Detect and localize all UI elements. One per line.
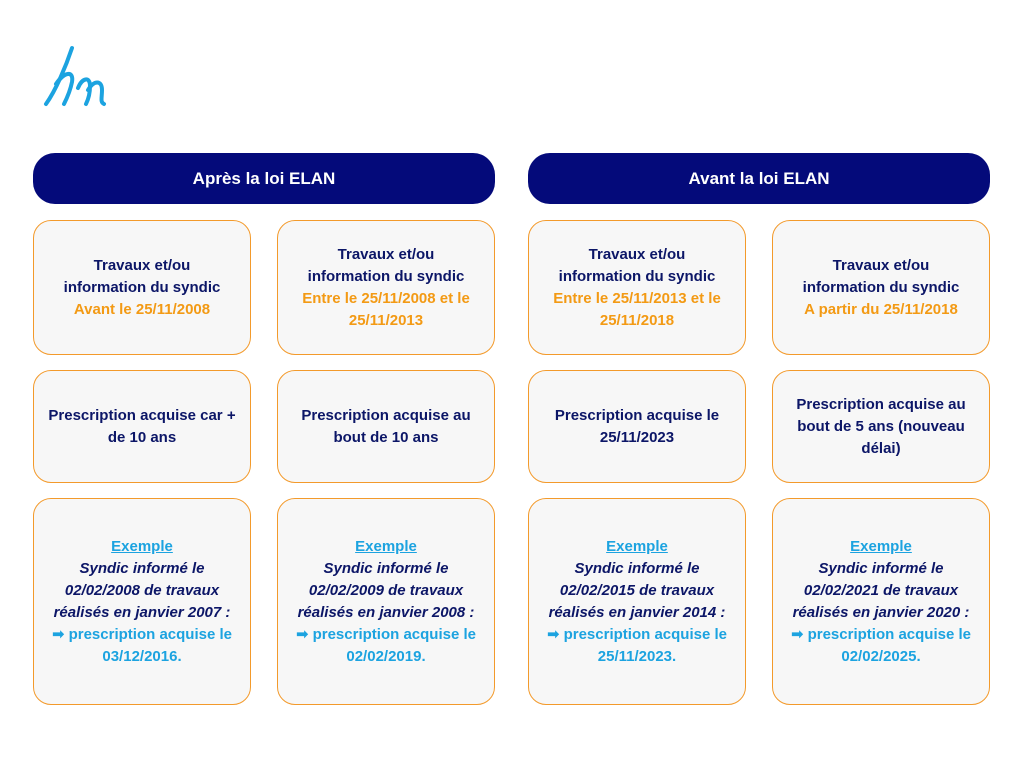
header-avant-elan (528, 153, 990, 204)
exemple-body: Syndic informé le 02/02/2015 de travaux réalisés en janvier 2014 : (548, 559, 726, 621)
header-apres-elan (33, 153, 495, 204)
header-label: Après la loi ELAN (192, 168, 336, 188)
exemple-result: prescription acquise le 02/02/2025. (807, 625, 971, 665)
header-label: Avant la loi ELAN (688, 168, 830, 188)
exemple-link[interactable]: Exemple (850, 537, 912, 555)
card-prescription-4 (772, 370, 990, 483)
card-prescription-2 (277, 370, 495, 483)
card-exemple-4 (772, 498, 990, 705)
card-text: Prescription acquise au bout de 5 ans (nouveau délai) (796, 395, 966, 457)
arrow-right-icon: ➡ (52, 625, 65, 643)
exemple-result-line (787, 624, 975, 668)
card-prescription-1 (33, 370, 251, 483)
card-date: Avant le 25/11/2008 (73, 300, 211, 318)
card-date: A partir du 25/11/2018 (804, 300, 958, 318)
exemple-result: prescription acquise le 02/02/2019. (312, 625, 476, 665)
card-exemple-1 (33, 498, 251, 705)
exemple-result-line (543, 624, 731, 668)
card-line: Travaux et/ou (588, 245, 686, 263)
card-date: Entre le 25/11/2008 et le 25/11/2013 (302, 289, 470, 329)
card-prescription-3 (528, 370, 746, 483)
exemple-result-line (292, 624, 480, 668)
arrow-right-icon: ➡ (791, 625, 804, 643)
hn-signature-logo (42, 44, 108, 108)
exemple-result: prescription acquise le 03/12/2016. (68, 625, 232, 665)
arrow-right-icon: ➡ (296, 625, 309, 643)
exemple-body: Syndic informé le 02/02/2021 de travaux réalisés en janvier 2020 : (792, 559, 970, 621)
exemple-link[interactable]: Exemple (111, 537, 173, 555)
card-travaux-1 (33, 220, 251, 355)
card-line: information du syndic (63, 278, 221, 296)
exemple-body: Syndic informé le 02/02/2009 de travaux réalisés en janvier 2008 : (297, 559, 475, 621)
card-line: information du syndic (307, 267, 465, 285)
card-line: Travaux et/ou (93, 256, 191, 274)
arrow-right-icon: ➡ (547, 625, 560, 643)
exemple-body: Syndic informé le 02/02/2008 de travaux réalisés en janvier 2007 : (53, 559, 231, 621)
card-text: Prescription acquise le 25/11/2023 (554, 406, 720, 446)
card-travaux-4 (772, 220, 990, 355)
exemple-result-line (48, 624, 236, 668)
card-line: Travaux et/ou (337, 245, 435, 263)
exemple-link[interactable]: Exemple (355, 537, 417, 555)
card-text: Prescription acquise au bout de 10 ans (301, 406, 471, 446)
card-travaux-3 (528, 220, 746, 355)
exemple-result: prescription acquise le 25/11/2023. (563, 625, 727, 665)
card-line: information du syndic (802, 278, 960, 296)
card-date: Entre le 25/11/2013 et le 25/11/2018 (553, 289, 721, 329)
card-text: Prescription acquise car + de 10 ans (48, 406, 236, 446)
card-exemple-3 (528, 498, 746, 705)
card-line: Travaux et/ou (832, 256, 930, 274)
card-exemple-2 (277, 498, 495, 705)
card-travaux-2 (277, 220, 495, 355)
exemple-link[interactable]: Exemple (606, 537, 668, 555)
card-line: information du syndic (558, 267, 716, 285)
